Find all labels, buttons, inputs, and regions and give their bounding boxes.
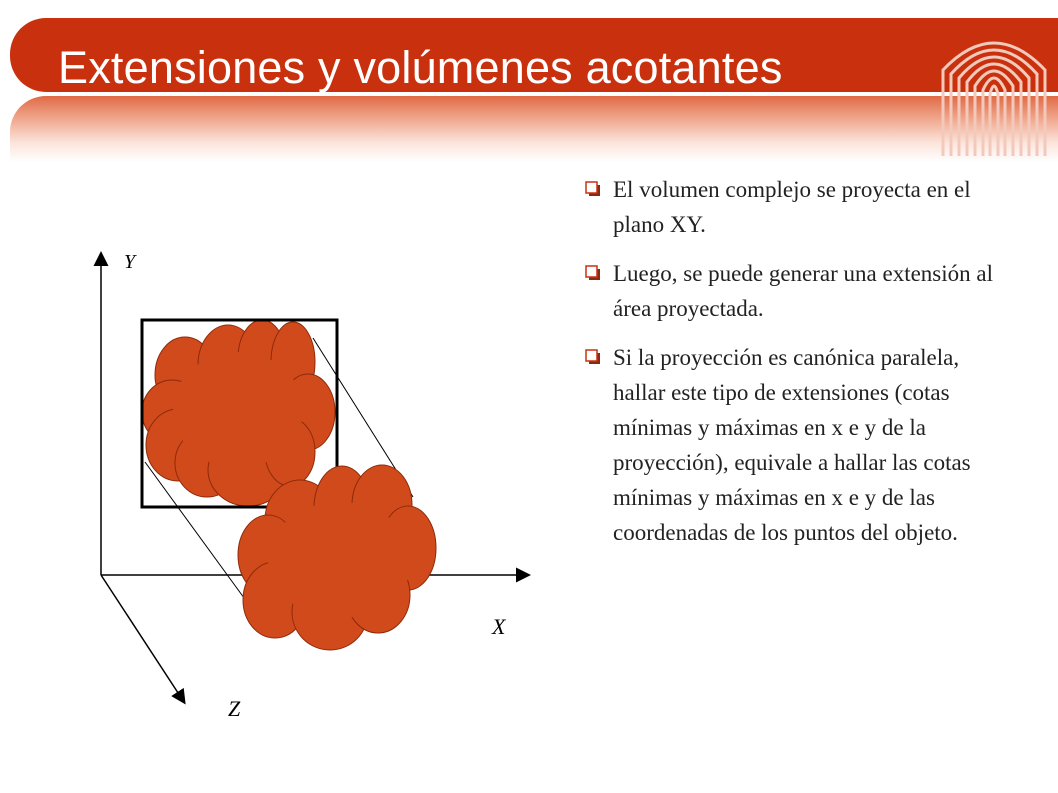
bullet-list [585, 172, 1015, 564]
checkbox-bullet-icon [585, 349, 601, 365]
list-item [585, 340, 1015, 550]
projection-diagram [0, 180, 560, 740]
checkbox-bullet-icon [585, 265, 601, 281]
projected-shape [142, 320, 335, 506]
slide-title: Extensiones y volúmenes acotantes [58, 42, 783, 93]
x-axis-label: X [492, 614, 506, 639]
z-axis [101, 575, 184, 702]
list-item [585, 256, 1015, 326]
bullet-text: Luego, se puede generar una extensión al área proyectada. [613, 261, 993, 321]
title-bar [10, 18, 1058, 92]
title-gradient-band [10, 96, 1058, 162]
z-axis-label: Z [228, 696, 241, 721]
checkbox-bullet-icon [585, 181, 601, 197]
bullet-text: El volumen complejo se proyecta en el plano XY. [613, 177, 971, 237]
y-axis-label: Y [124, 251, 136, 273]
list-item [585, 172, 1015, 242]
university-logo-icon [935, 18, 1053, 158]
bullet-text: Si la proyección es canónica paralela, hallar este tipo de extensiones (cotas mínimas y máximas en x e y de la proyección), equivale a hallar las cotas mínimas y máximas en x e y de las coordenadas de los puntos del objeto. [613, 345, 971, 545]
